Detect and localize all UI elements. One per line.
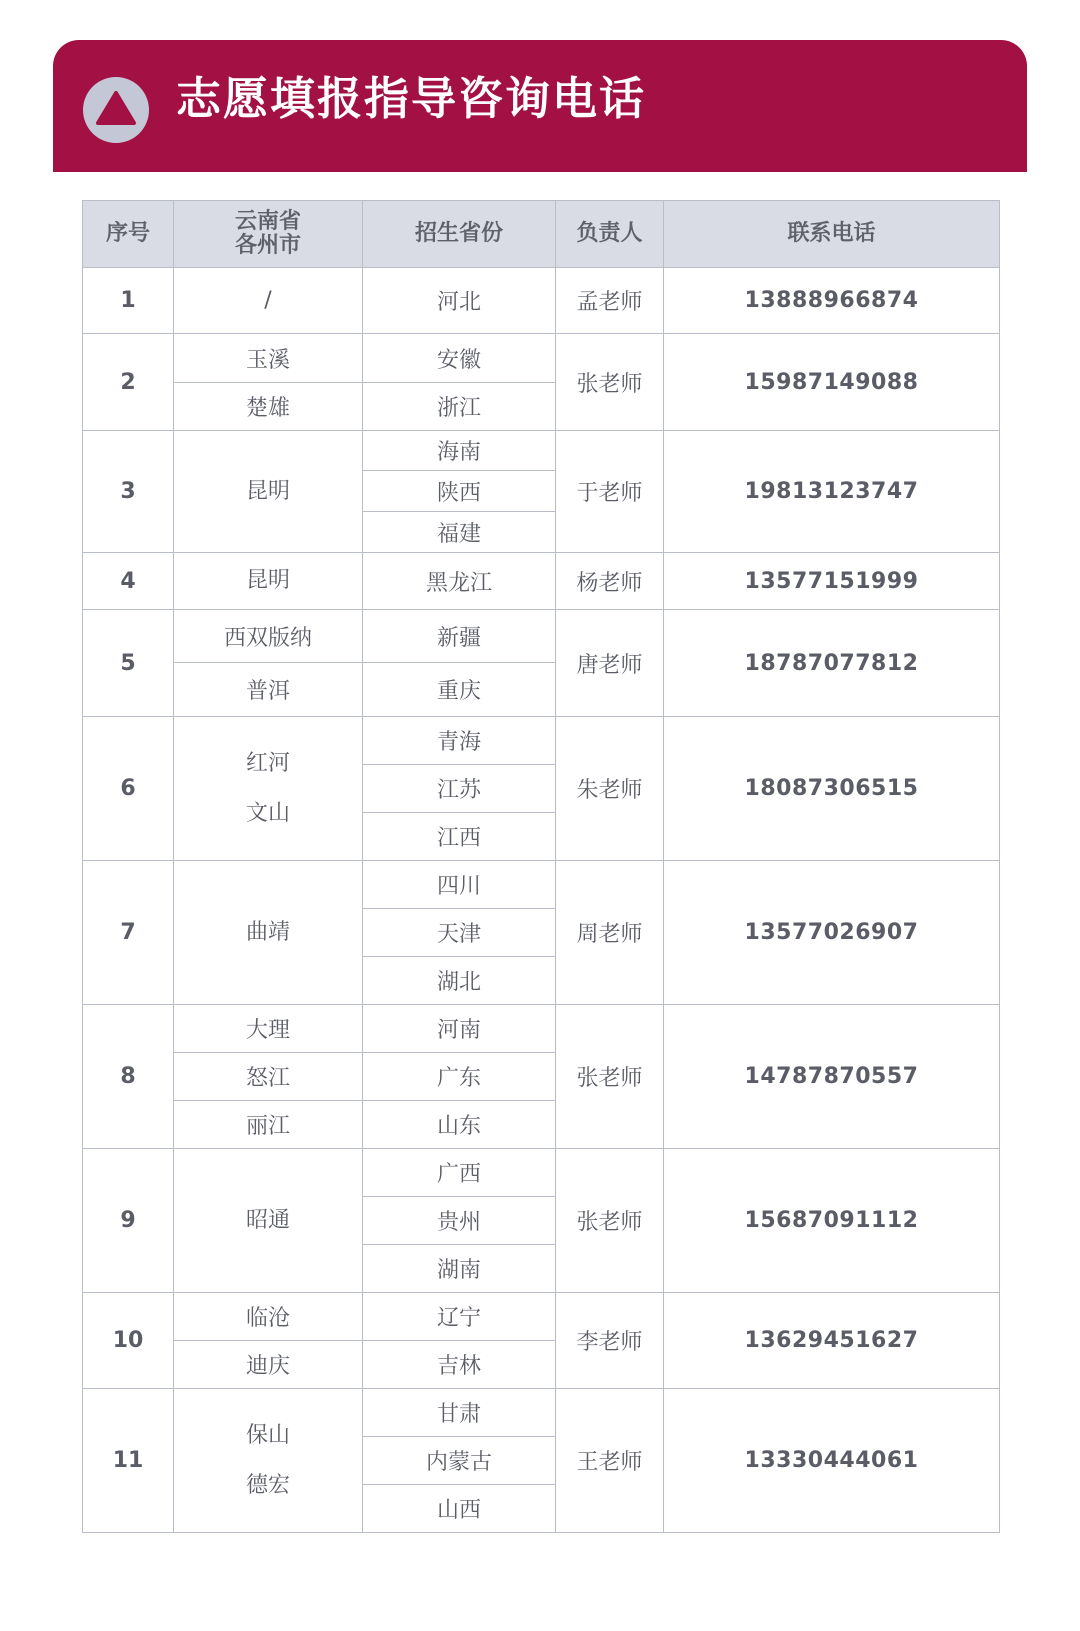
table-row bbox=[83, 334, 1000, 383]
city-cell: 普洱 bbox=[174, 663, 363, 717]
contact-person: 李老师 bbox=[556, 1293, 664, 1389]
city-cell: 楚雄 bbox=[174, 383, 363, 431]
row-number: 4 bbox=[83, 553, 174, 610]
row-number: 9 bbox=[83, 1149, 174, 1293]
province-cell: 青海 bbox=[363, 717, 556, 765]
table-row bbox=[83, 268, 1000, 334]
table-row bbox=[83, 553, 1000, 610]
contact-person: 张老师 bbox=[556, 1005, 664, 1149]
province-cell: 海南 bbox=[363, 431, 556, 471]
city-cell: 迪庆 bbox=[174, 1341, 363, 1389]
row-number: 11 bbox=[83, 1389, 174, 1533]
table-row bbox=[83, 610, 1000, 663]
city-cell: 西双版纳 bbox=[174, 610, 363, 663]
contact-person: 杨老师 bbox=[556, 553, 664, 610]
phone-number: 15687091112 bbox=[664, 1149, 1000, 1293]
province-cell: 福建 bbox=[363, 512, 556, 553]
city-name: 昆明 bbox=[245, 478, 290, 504]
city-name: 曲靖 bbox=[245, 919, 290, 945]
row-number: 6 bbox=[83, 717, 174, 861]
province-cell: 安徽 bbox=[363, 334, 556, 383]
province-cell: 江西 bbox=[363, 813, 556, 861]
row-number: 3 bbox=[83, 431, 174, 553]
province-cell: 山西 bbox=[363, 1485, 556, 1533]
contact-person: 唐老师 bbox=[556, 610, 664, 717]
province-cell: 贵州 bbox=[363, 1197, 556, 1245]
city-cell bbox=[174, 553, 363, 610]
province-cell: 湖南 bbox=[363, 1245, 556, 1293]
table-row bbox=[83, 1005, 1000, 1053]
table-row bbox=[83, 431, 1000, 471]
province-cell: 山东 bbox=[363, 1101, 556, 1149]
contact-table bbox=[82, 200, 1000, 1533]
city-name: 德宏 bbox=[245, 1472, 290, 1498]
province-cell: 天津 bbox=[363, 909, 556, 957]
contact-person: 王老师 bbox=[556, 1389, 664, 1533]
province-cell: 吉林 bbox=[363, 1341, 556, 1389]
column-header-person: 负责人 bbox=[556, 201, 664, 268]
city-cell bbox=[174, 431, 363, 553]
province-cell: 重庆 bbox=[363, 663, 556, 717]
province-cell: 陕西 bbox=[363, 471, 556, 512]
city-cell: 大理 bbox=[174, 1005, 363, 1053]
province-cell: 内蒙古 bbox=[363, 1437, 556, 1485]
table-row bbox=[83, 717, 1000, 765]
phone-number: 19813123747 bbox=[664, 431, 1000, 553]
phone-number: 18087306515 bbox=[664, 717, 1000, 861]
contact-person: 朱老师 bbox=[556, 717, 664, 861]
province-cell: 辽宁 bbox=[363, 1293, 556, 1341]
page-title: 志愿填报指导咨询电话 bbox=[176, 72, 647, 125]
column-header-city bbox=[174, 201, 363, 268]
city-name: 文山 bbox=[245, 800, 290, 826]
city-cell bbox=[174, 1389, 363, 1533]
province-cell: 广西 bbox=[363, 1149, 556, 1197]
row-number: 10 bbox=[83, 1293, 174, 1389]
table-row bbox=[83, 1389, 1000, 1437]
phone-number: 15987149088 bbox=[664, 334, 1000, 431]
city-cell: 怒江 bbox=[174, 1053, 363, 1101]
table-row bbox=[83, 861, 1000, 909]
phone-number: 13577026907 bbox=[664, 861, 1000, 1005]
phone-number: 13330444061 bbox=[664, 1389, 1000, 1533]
table-body bbox=[83, 268, 1000, 1533]
contact-person: 孟老师 bbox=[556, 268, 664, 334]
column-header-no: 序号 bbox=[83, 201, 174, 268]
triangle-up-icon bbox=[83, 77, 149, 143]
row-number: 5 bbox=[83, 610, 174, 717]
phone-number: 13629451627 bbox=[664, 1293, 1000, 1389]
city-cell: 临沧 bbox=[174, 1293, 363, 1341]
city-cell: 玉溪 bbox=[174, 334, 363, 383]
province-cell: 新疆 bbox=[363, 610, 556, 663]
column-header-province: 招生省份 bbox=[363, 201, 556, 268]
contact-person: 周老师 bbox=[556, 861, 664, 1005]
city-name: 昭通 bbox=[245, 1207, 290, 1233]
row-number: 1 bbox=[83, 268, 174, 334]
province-cell: 浙江 bbox=[363, 383, 556, 431]
city-cell bbox=[174, 861, 363, 1005]
table-row bbox=[83, 1149, 1000, 1197]
table-header-row bbox=[83, 201, 1000, 268]
row-number: 7 bbox=[83, 861, 174, 1005]
phone-number: 13577151999 bbox=[664, 553, 1000, 610]
city-cell bbox=[174, 268, 363, 334]
phone-number: 13888966874 bbox=[664, 268, 1000, 334]
province-cell: 湖北 bbox=[363, 957, 556, 1005]
province-cell: 广东 bbox=[363, 1053, 556, 1101]
province-cell: 河北 bbox=[363, 268, 556, 334]
row-number: 2 bbox=[83, 334, 174, 431]
city-name: 昆明 bbox=[245, 568, 290, 593]
province-cell: 四川 bbox=[363, 861, 556, 909]
row-number: 8 bbox=[83, 1005, 174, 1149]
column-header-phone: 联系电话 bbox=[664, 201, 1000, 268]
province-cell: 甘肃 bbox=[363, 1389, 556, 1437]
column-header-city-text: 云南省 各州市 bbox=[234, 209, 301, 258]
contact-person: 张老师 bbox=[556, 334, 664, 431]
contact-person: 于老师 bbox=[556, 431, 664, 553]
province-cell: 河南 bbox=[363, 1005, 556, 1053]
city-cell bbox=[174, 717, 363, 861]
table-row bbox=[83, 1293, 1000, 1341]
province-cell: 江苏 bbox=[363, 765, 556, 813]
contact-person: 张老师 bbox=[556, 1149, 664, 1293]
province-cell: 黑龙江 bbox=[363, 553, 556, 610]
phone-number: 14787870557 bbox=[664, 1005, 1000, 1149]
city-cell bbox=[174, 1149, 363, 1293]
city-cell: 丽江 bbox=[174, 1101, 363, 1149]
city-name: 红河 bbox=[245, 750, 290, 776]
city-name: 保山 bbox=[245, 1422, 290, 1448]
city-name: / bbox=[264, 287, 272, 313]
phone-number: 18787077812 bbox=[664, 610, 1000, 717]
